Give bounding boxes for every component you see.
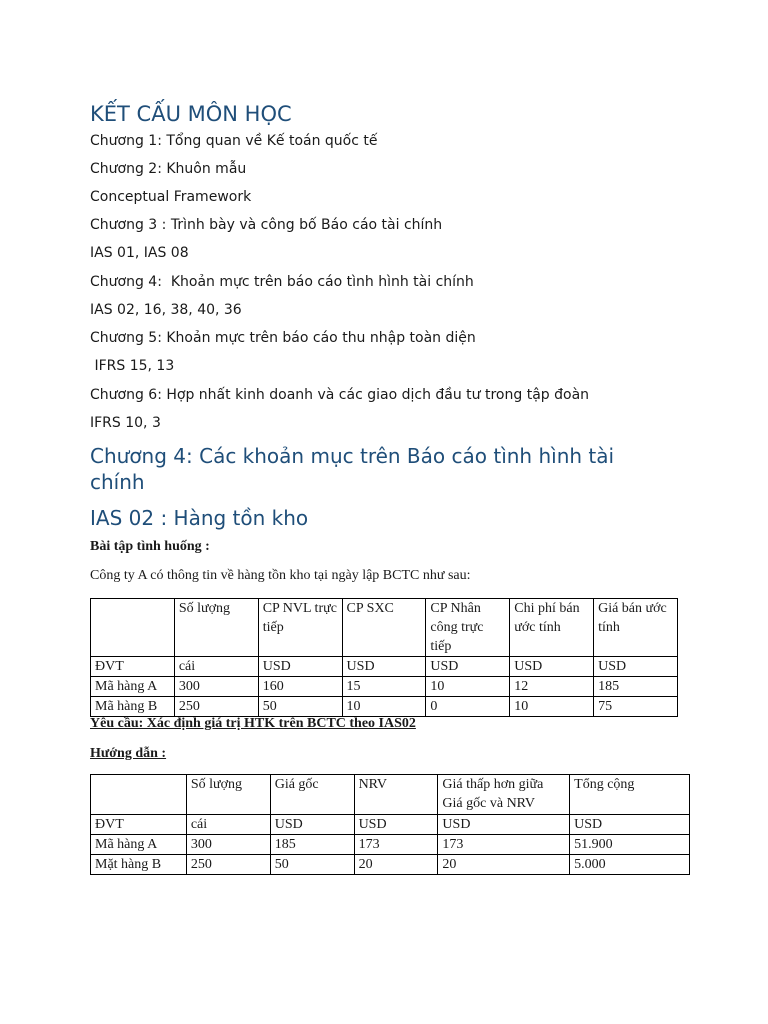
table-header-cell (91, 775, 187, 815)
outline-line-1: Chương 1: Tổng quan về Kế toán quốc tế (90, 133, 378, 149)
outline-line-7: IAS 02, 16, 38, 40, 36 (90, 302, 242, 318)
table-cell: Mã hàng B (91, 697, 175, 717)
course-structure-heading: KẾT CẤU MÔN HỌC (90, 102, 292, 126)
table-header-cell: Số lượng (174, 599, 258, 657)
table-cell: 10 (510, 697, 594, 717)
table-cell: 185 (594, 677, 678, 697)
table-cell: USD (426, 657, 510, 677)
table-cell: Mã hàng A (91, 835, 187, 855)
valuation-table (90, 774, 690, 875)
table-cell: 185 (270, 835, 354, 855)
table-cell: USD (570, 815, 690, 835)
table-cell: 173 (354, 835, 438, 855)
outline-line-10: Chương 6: Hợp nhất kinh doanh và các giao dịch đầu tư trong tập đoàn (90, 387, 590, 403)
table-cell: 51.900 (570, 835, 690, 855)
table-header-cell: Số lượng (186, 775, 270, 815)
table-cell: ĐVT (91, 815, 187, 835)
outline-line-3: Conceptual Framework (90, 189, 252, 205)
table-cell: Mặt hàng B (91, 855, 187, 875)
outline-line-2: Chương 2: Khuôn mẫu (90, 161, 247, 177)
table-header-cell: Giá gốc (270, 775, 354, 815)
guide-label: Hướng dẫn : (90, 746, 167, 761)
table-cell: USD (510, 657, 594, 677)
table-row (91, 855, 690, 875)
exercise-label: Bài tập tình huống : (90, 539, 210, 554)
table-cell: USD (270, 815, 354, 835)
table-row (91, 657, 678, 677)
table-cell: USD (258, 657, 342, 677)
table-cell: 50 (270, 855, 354, 875)
table-header-cell: CP NVL trực tiếp (258, 599, 342, 657)
outline-line-9: IFRS 15, 13 (90, 358, 175, 374)
table-header-row (91, 599, 678, 657)
table-header-cell: Chi phí bán ước tính (510, 599, 594, 657)
outline-line-8: Chương 5: Khoản mực trên báo cáo thu nhập toàn diện (90, 330, 476, 346)
chapter-title: Chương 4: Các khoản mục trên Báo cáo tình hình tài chính (90, 444, 615, 494)
table-cell: 10 (342, 697, 426, 717)
table-cell: 0 (426, 697, 510, 717)
table-cell: 20 (354, 855, 438, 875)
table-cell: USD (354, 815, 438, 835)
table-cell: cái (186, 815, 270, 835)
outline-line-11: IFRS 10, 3 (90, 415, 161, 431)
inventory-table (90, 598, 678, 717)
table-row (91, 697, 678, 717)
table-cell: 20 (438, 855, 570, 875)
table-row (91, 677, 678, 697)
table-cell: ĐVT (91, 657, 175, 677)
table-cell: Mã hàng A (91, 677, 175, 697)
table-cell: 12 (510, 677, 594, 697)
table-cell: 250 (186, 855, 270, 875)
table-cell: 10 (426, 677, 510, 697)
table-header-cell: NRV (354, 775, 438, 815)
table-cell: 5.000 (570, 855, 690, 875)
table-cell: 15 (342, 677, 426, 697)
table-header-cell: Giá bán ước tính (594, 599, 678, 657)
outline-line-6: Chương 4: Khoản mực trên báo cáo tình hình tài chính (90, 274, 474, 290)
table-header-cell: CP SXC (342, 599, 426, 657)
table-header-cell (91, 599, 175, 657)
outline-line-4: Chương 3 : Trình bày và công bố Báo cáo tài chính (90, 217, 443, 233)
table-cell: 173 (438, 835, 570, 855)
table-cell: 75 (594, 697, 678, 717)
table-cell: cái (174, 657, 258, 677)
section-title: IAS 02 : Hàng tồn kho (90, 506, 309, 530)
table-row (91, 815, 690, 835)
table-header-cell: Giá thấp hơn giữa Giá gốc và NRV (438, 775, 570, 815)
table-cell: 160 (258, 677, 342, 697)
table-cell: 300 (186, 835, 270, 855)
table-cell: 50 (258, 697, 342, 717)
outline-line-5: IAS 01, IAS 08 (90, 245, 189, 261)
table-header-cell: Tổng cộng (570, 775, 690, 815)
table-cell: USD (342, 657, 426, 677)
table-header-row (91, 775, 690, 815)
table-cell: 250 (174, 697, 258, 717)
table-cell: 300 (174, 677, 258, 697)
requirement-text: Yêu cầu: Xác định giá trị HTK trên BCTC theo IAS02 (90, 716, 416, 731)
intro-text: Công ty A có thông tin về hàng tồn kho tại ngày lập BCTC như sau: (90, 568, 471, 583)
table-header-cell: CP Nhân công trực tiếp (426, 599, 510, 657)
table-row (91, 835, 690, 855)
table-cell: USD (594, 657, 678, 677)
table-cell: USD (438, 815, 570, 835)
